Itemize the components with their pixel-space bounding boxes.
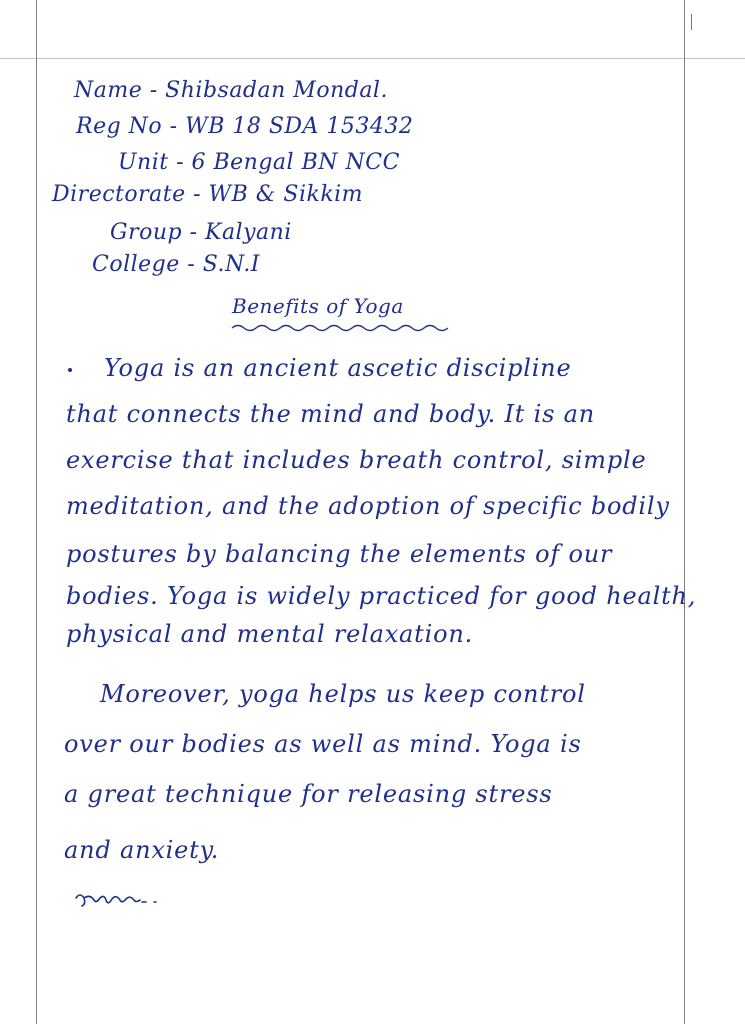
top-rule-line	[0, 58, 745, 59]
paragraph1-line: Yoga is an ancient ascetic discipline	[104, 354, 572, 382]
paragraph2-line: over our bodies as well as mind. Yoga is	[64, 730, 582, 758]
paragraph2-line: and anxiety.	[64, 836, 220, 864]
corner-mark	[691, 14, 692, 30]
paragraph1-line: postures by balancing the elements of our	[66, 540, 613, 568]
header-directorate: Directorate - WB & Sikkim	[52, 182, 364, 207]
header-reg-no: Reg No - WB 18 SDA 153432	[76, 114, 414, 139]
essay-title: Benefits of Yoga	[232, 294, 404, 318]
header-group: Group - Kalyani	[110, 220, 292, 245]
handwritten-signature-icon	[72, 888, 162, 912]
paragraph2-line: Moreover, yoga helps us keep control	[100, 680, 586, 708]
stray-dot	[68, 368, 72, 372]
paragraph1-line: exercise that includes breath control, simple	[66, 446, 647, 474]
header-name: Name - Shibsadan Mondal.	[74, 78, 388, 103]
header-college: College - S.N.I	[92, 252, 260, 277]
paragraph1-line: that connects the mind and body. It is an	[66, 400, 596, 428]
paragraph1-line: bodies. Yoga is widely practiced for good health,	[66, 582, 697, 610]
header-unit: Unit - 6 Bengal BN NCC	[118, 150, 400, 175]
paragraph1-line: physical and mental relaxation.	[66, 620, 474, 648]
left-margin-line	[36, 0, 37, 1024]
right-margin-line	[684, 0, 685, 1024]
paragraph1-line: meditation, and the adoption of specific bodily	[66, 492, 670, 520]
paragraph2-line: a great technique for releasing stress	[64, 780, 553, 808]
title-wavy-underline	[230, 322, 450, 334]
